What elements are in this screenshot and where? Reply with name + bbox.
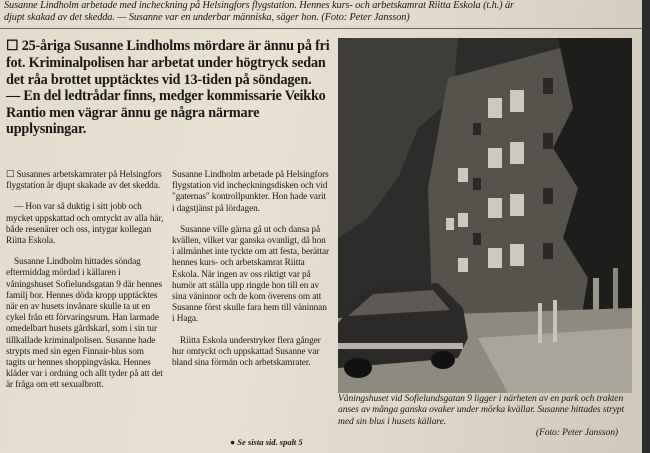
column-1-paragraph: — Hon var så duktig i sitt jobb och mycket uppskattad och omtyckt av alla här, både resenärer och oss, intygar kollegan Riitta Eskola.: [6, 202, 164, 247]
car-wheel: [431, 351, 455, 369]
column-2-paragraph: Riitta Eskola understryker flera gånger hur omtyckt och uppskattad Susanne var bland sina förmän och arbetskamrater.: [172, 335, 321, 369]
article-column-2: [172, 170, 330, 379]
divider-rule: [0, 28, 650, 29]
photo-illustration: [338, 38, 632, 393]
car-wheel: [344, 358, 372, 378]
article-column-1: [6, 170, 164, 402]
column-1-paragraph: Susanne Lindholm hittades söndag eftermiddag mördad i källaren i våningshuset Sofielundsgatan 9 där hennes familj bor. Hennes döda kropp upptäcktes när en av husets invånare skulle ta ut en cykel från ett förvaringsrum. Han larmade omedelbart husets gårdskarl, som i sin tur tillkallade kriminalpolisen. Susanne hade strypts med sin egen Finnair-blus som tagits ur hennes shoppingväska. Hennes kläder var i ordning och allt tyder på att det är fråga om ett sexualbrott.: [6, 257, 163, 391]
column-2-paragraph: Susanne ville gärna gå ut och dansa på kvällen, vilket var ganska ovanligt, då hon i allmänhet inte tyckte om att festa, berättar hennes kurs- och arbetskamrat Riitta Eskola. När ingen av oss riktigt var på humör att ställa upp ringde hon till en av sina väninnor och de kom överens om att Susanne först skulle fara hem till väninnan i Haga.: [172, 224, 329, 325]
continued-reference: ● Se sista sid. spalt 5: [230, 437, 303, 447]
top-caption-line-1: Susanne Lindholm arbetade med incheckning på Helsingfors flygstation. Hennes kurs- och arbetskamrat Riitta Eskola (t.h.) är: [4, 0, 514, 11]
photo-credit: (Foto: Peter Jansson): [535, 427, 618, 439]
column-2-paragraph: Susanne Lindholm arbetade på Helsingfors flygstation vid incheckningsdisken och vid "gaternas" kontrollpunkter. Hon hade varit i dagstjänst på lördagen.: [172, 170, 329, 214]
photo-caption-text: Våningshuset vid Sofielundsgatan 9 ligger i närheten av en park och trakten anses av många ganska ovaker under mörka kvällar. Susanne hittades strypt med sin blus i husets källare.: [338, 393, 625, 427]
lead-text-1: 25-åriga Susanne Lindholms mördare är ännu på fri fot. Kriminalpolisen har arbetat under högtryck sedan det råa brottet upptäcktes vid 13-tiden på söndagen.: [6, 38, 330, 88]
clipping-edge-shadow: [642, 0, 650, 453]
street-post: [538, 303, 542, 343]
article-lead: [6, 38, 334, 137]
car-bumper: [338, 343, 463, 349]
checkbox-bullet-icon: ☐: [6, 39, 19, 54]
lead-paragraph-1: [6, 38, 334, 88]
column-1-paragraph: ☐ Susannes arbetskamrater på Helsingfors flygstation är djupt skakade av det skedda.: [6, 170, 162, 192]
photo-caption: [338, 393, 638, 439]
top-caption-line-2: djupt skakad av det skedda. — Susanne var en underbar människa, säger hon. (Foto: Peter Jansson): [4, 12, 410, 23]
street-post: [553, 300, 557, 342]
lead-paragraph-2: — En del ledtrådar finns, medger kommissarie Veikko Rantio men vägrar ännu ge några närmare upplysningar.: [6, 88, 326, 138]
top-photo-caption: [4, 0, 644, 24]
apartment-building-photo: [338, 38, 632, 393]
